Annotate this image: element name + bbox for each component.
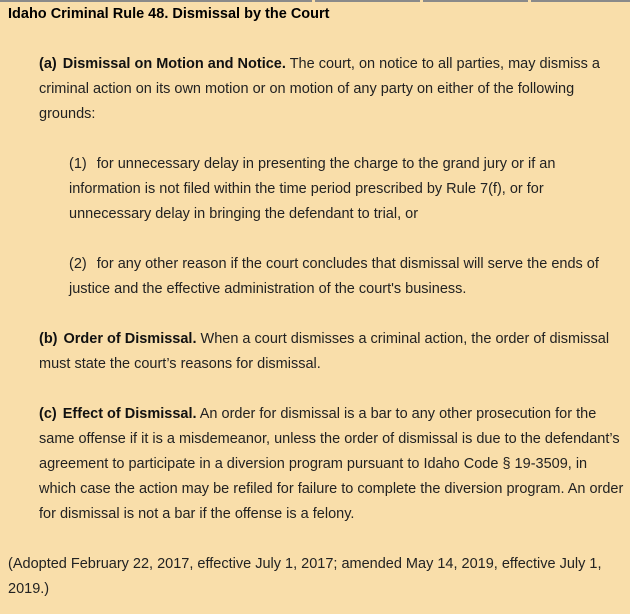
section-b-title: Order of Dismissal. (63, 331, 197, 347)
rule-title: Idaho Criminal Rule 48. Dismissal by the Court (8, 6, 330, 22)
ground-2-label: (2) (69, 256, 87, 272)
section-b-text: When a court dismisses a criminal action, the order of dismissal must state the court’s reasons for dismissal. (39, 331, 610, 372)
section-b-heading (39, 331, 196, 347)
section-a (39, 52, 624, 127)
section-c-title: Effect of Dismissal. (62, 406, 197, 422)
section-c (39, 402, 625, 527)
section-a-text: The court, on notice to all parties, may dismiss a criminal action on its own motion or on motion of any party on either of the following grounds: (39, 56, 600, 122)
ground-1-text: for unnecessary delay in presenting the charge to the grand jury or if an information is not filed within the time period prescribed by Rule 7(f), or for unnecessary delay in bringing the defendant to trial, or (69, 156, 556, 222)
section-c-text: An order for dismissal is a bar to any other prosecution for the same offense if it is a misdemeanor, unless the order of dismissal is due to the defendant’s agreement to participate in a diversion program pursuant to Idaho Code § 19-3509, in which case the action may be refiled for failure to complete the diversion program. An order for dismissal is not a bar if the offense is a felony. (39, 406, 624, 522)
section-a-label: (a) (39, 56, 57, 72)
section-b (39, 327, 624, 377)
section-a-title: Dismissal on Motion and Notice. (62, 56, 286, 72)
section-c-heading (39, 406, 197, 422)
section-a-heading (39, 56, 286, 72)
ground-1 (69, 152, 624, 227)
section-b-label: (b) (39, 331, 58, 347)
ground-1-label: (1) (69, 156, 87, 172)
top-border (0, 0, 630, 2)
section-c-label: (c) (39, 406, 57, 422)
ground-2 (69, 252, 624, 302)
history-note: (Adopted February 22, 2017, effective July 1, 2017; amended May 14, 2019, effective July 1, 2019.) (8, 556, 602, 597)
ground-2-text: for any other reason if the court concludes that dismissal will serve the ends of justice and the effective administration of the court's business. (69, 256, 599, 297)
